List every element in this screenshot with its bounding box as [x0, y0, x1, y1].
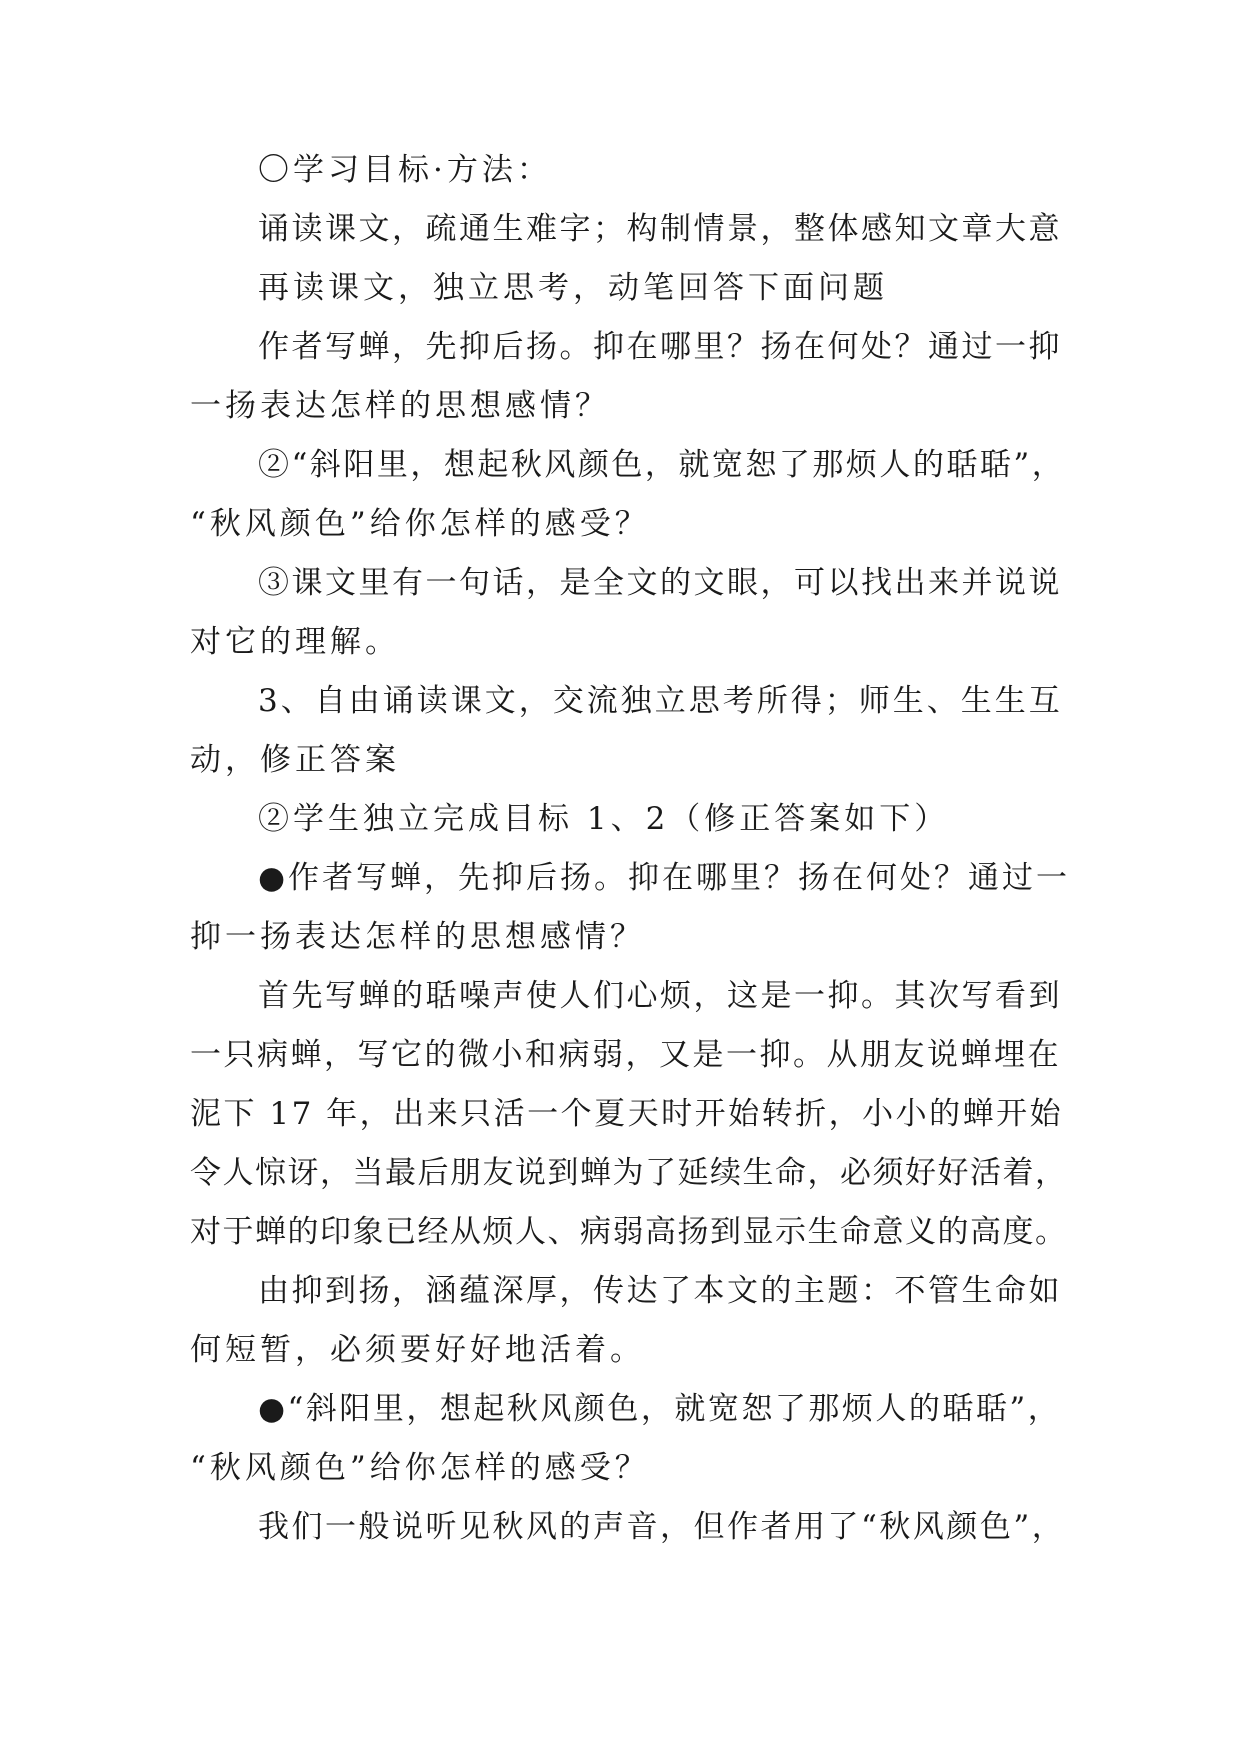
answer-line: 泥下 17 年，出来只活一个夏天时开始转折，小小的蝉开始 — [190, 1096, 1064, 1132]
question-line: “秋风颜色”给你怎样的感受？ — [190, 506, 650, 542]
step-line: 3、自由诵读课文，交流独立思考所得；师生、生生互 — [258, 683, 1063, 719]
question-line: 一扬表达怎样的思想感情？ — [190, 388, 610, 424]
question-line: 对它的理解。 — [190, 624, 400, 660]
answer-question-line: 抑一扬表达怎样的思想感情？ — [190, 919, 645, 955]
answer-line: 一只病蝉，写它的微小和病弱，又是一抑。从朋友说蝉埋在 — [190, 1037, 1061, 1073]
answer-line: 何短暂，必须要好好地活着。 — [190, 1332, 645, 1368]
answer-line: 由抑到扬，涵蕴深厚，传达了本文的主题：不管生命如 — [258, 1273, 1062, 1309]
answer-line: 对于蝉的印象已经从烦人、病弱高扬到显示生命意义的高度。 — [190, 1214, 1068, 1250]
answer-line: 首先写蝉的聒噪声使人们心烦，这是一抑。其次写看到 — [258, 978, 1062, 1014]
answer-line: 令人惊讶，当最后朋友说到蝉为了延续生命，必须好好活着， — [190, 1155, 1068, 1191]
question-line: 作者写蝉，先抑后扬。抑在哪里？扬在何处？通过一抑 — [258, 329, 1062, 365]
step-line: ②学生独立完成目标 1、2（修正答案如下） — [258, 801, 950, 837]
answer-question-line: ●作者写蝉，先抑后扬。抑在哪里？扬在何处？通过一 — [258, 860, 1071, 896]
answer-question-line: ●“斜阳里，想起秋风颜色，就宽恕了那烦人的聒聒”， — [258, 1391, 1062, 1427]
answer-question-line: “秋风颜色”给你怎样的感受？ — [190, 1450, 650, 1486]
question-line: ②“斜阳里，想起秋风颜色，就宽恕了那烦人的聒聒”， — [258, 447, 1066, 483]
text-line: 再读课文，独立思考，动笔回答下面问题 — [258, 270, 888, 306]
step-line: 动，修正答案 — [190, 742, 400, 778]
text-line: 诵读课文，疏通生难字；构制情景，整体感知文章大意 — [258, 211, 1062, 247]
question-line: ③课文里有一句话，是全文的文眼，可以找出来并说说 — [258, 565, 1062, 601]
heading-learning-goals: 〇学习目标·方法： — [258, 152, 552, 188]
answer-line: 我们一般说听见秋风的声音，但作者用了“秋风颜色”， — [258, 1509, 1066, 1545]
